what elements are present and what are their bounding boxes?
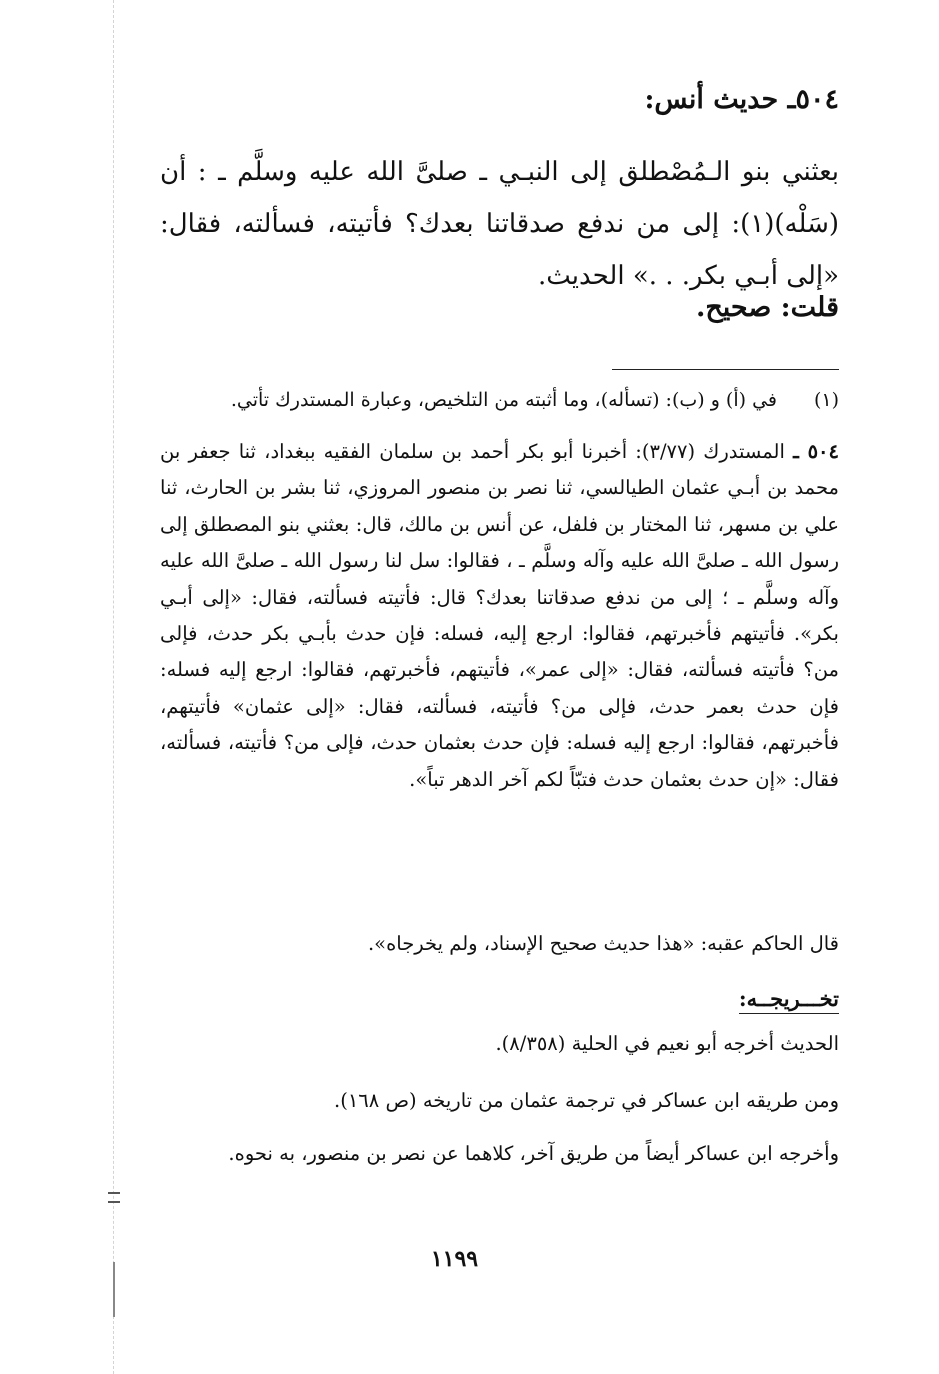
footnote-separator: [612, 369, 839, 370]
page-number: ١١٩٩: [430, 1246, 479, 1272]
takhrij-line-2: ومن طريقه ابن عساكر في ترجمة عثمان من تاريخه (ص ١٦٨).: [334, 1089, 839, 1112]
commentary-text: المستدرك (٣/٧٧): أخبرنا أبو بكر أحمد بن سلمان الفقيه ببغداد، ثنا جعفر بن محمد بن أبـي عثمان الطيالسي، ثنا نصر بن منصور المروزي، ثنا بشر بن الحارث، ثنا علي بن مسهر، ثنا المختار بن فلفل، عن أنس بن مالك، قال: بعثني بنو المصطلق إلى رسول الله ـ صلىَّ الله عليه وآله وسلَّم ـ ، فقالوا: سل لنا رسول الله ـ صلىَّ الله عليه وآله وسلَّم ـ ؛ إلى من ندفع صدقاتنا بعدك؟ قال: فأتيته فسألته، فقال: «إلى أبـي بكر». فأتيتهم فأخبرتهم، فقالوا: ارجع إليه، فسله: فإن حدث بأبـي بكر حدث، فإلى من؟ فأتيته فسألته، فقال: «إلى عمر»، فأتيتهم، فأخبرتهم، فقالوا: ارجع إليه فسله: فإن حدث بعمر حدث، فإلى من؟ فأتيته، فسألته، فقال: «إلى عثمان» فأتيتهم، فأخبرتهم، فقالوا: ارجع إليه فسله: فإن حدث بعثمان حدث، فإلى من؟ فأتيته، فسألته، فقال: «إن حدث بعثمان حدث فتبّاً لكم آخر الدهر تباً».: [160, 440, 839, 791]
scan-edge-line: [113, 0, 114, 1374]
takhrij-line-1: الحديث أخرجه أبو نعيم في الحلية (٨/٣٥٨).: [495, 1032, 839, 1055]
takhrij-line-3: وأخرجه ابن عساكر أيضاً من طريق آخر، كلاهما عن نصر بن منصور، به نحوه.: [228, 1142, 839, 1165]
hadith-title: ٥٠٤ـ حديث أنس:: [644, 84, 839, 115]
footnote: [160, 384, 839, 416]
footnote-number: (١): [813, 389, 839, 411]
footnote-text: في (أ) و (ب): (تسأله)، وما أثبته من التلخيص، وعبارة المستدرك تأتي.: [230, 389, 777, 411]
takhrij-heading: تخـــريجــه:: [739, 986, 839, 1014]
commentary: [160, 434, 839, 798]
hadith-text: بعثني بنو الـمُصْطلق إلى النبـي ـ صلىَّ الله عليه وسلَّم ـ : أن (سَلْه)(١): إلى من ندفع صدقاتنا بعدك؟ فأتيته، فسألته، فقال: «إلى أبـي بكر. . .» الحديث.: [160, 157, 839, 291]
scan-edge-mark: [108, 1192, 120, 1203]
commentary-number: ٥٠٤ ـ: [793, 440, 839, 463]
hadith-verdict: قلت: صحيح.: [695, 292, 839, 323]
hakim-comment: قال الحاكم عقبه: «هذا حديث صحيح الإسناد، ولم يخرجاه».: [367, 932, 839, 955]
